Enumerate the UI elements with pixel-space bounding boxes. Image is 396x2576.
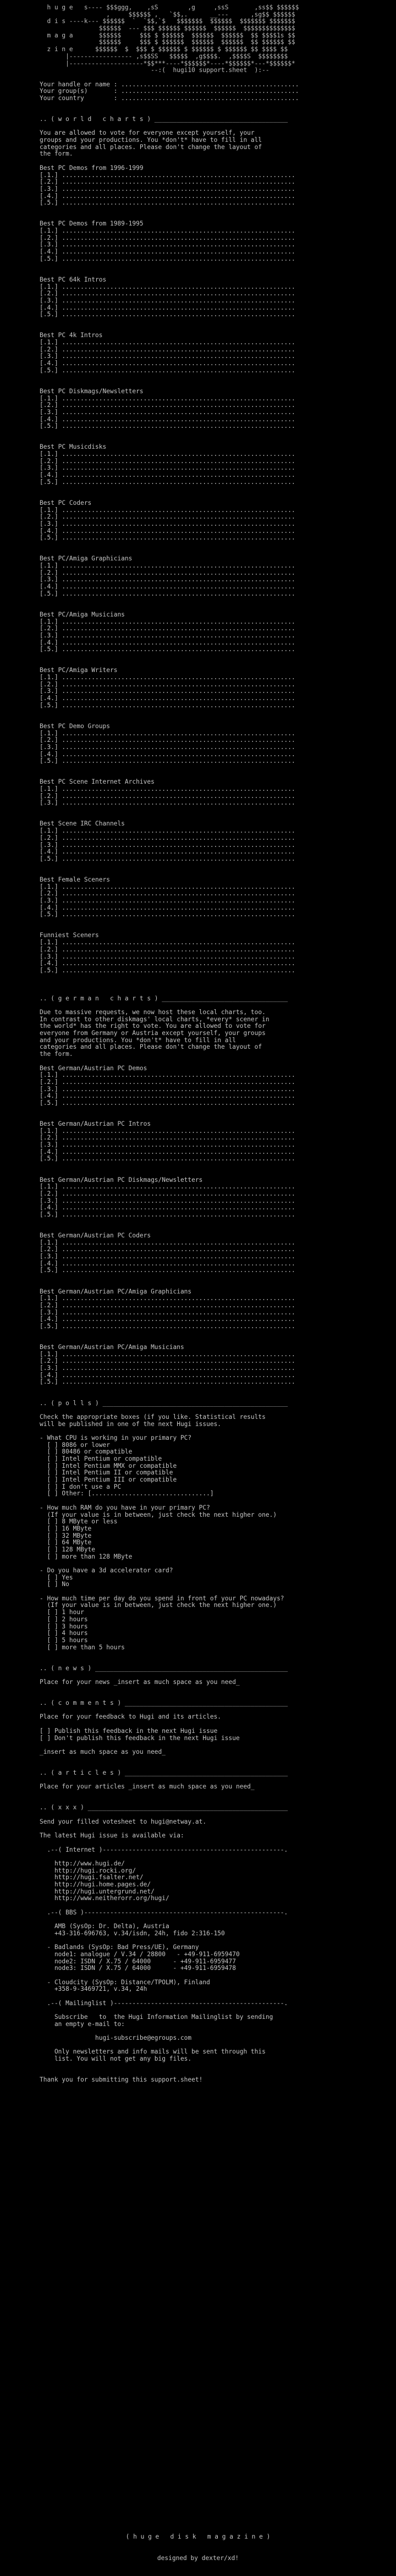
spacer <box>40 1812 396 1819</box>
vote-field[interactable]: [.1.] ............................................................... <box>40 450 295 458</box>
intro-text: the world* has the right to vote. You are allowed to vote for <box>40 1022 266 1030</box>
hugi-ascii-logo <box>0 0 396 74</box>
end-line: +358-9-3469721, v.34, 24h <box>40 1985 147 1993</box>
vote-field[interactable]: [.1.] ............................................................... <box>40 618 295 625</box>
vote-field[interactable]: [.5.] ............................................................... <box>40 757 295 765</box>
vote-field[interactable]: [.4.] ............................................................... <box>40 695 295 702</box>
category-title: Best German/Austrian PC Coders <box>40 1232 151 1239</box>
vote-field[interactable]: [.2.] ............................................................... <box>40 736 295 744</box>
vote-field[interactable]: [.4.] ............................................................... <box>40 583 295 591</box>
logo-line: |----------------- ,s$$SS $$$$$ ,g$$$$. ,$$$$S $$$$$$$$ <box>40 52 288 60</box>
vote-field[interactable]: [.4.] ............................................................... <box>40 1148 295 1155</box>
vote-field[interactable]: [.3.] ............................................................... <box>40 897 295 904</box>
poll-checkbox[interactable]: [ ] 8086 or lower <box>40 1441 110 1449</box>
spacer <box>40 863 396 870</box>
category-title: Best PC/Amiga Writers <box>40 667 118 674</box>
vote-field[interactable]: [.4.] ............................................................... <box>40 1204 295 1212</box>
vote-field[interactable]: [.4.] ............................................................... <box>40 304 295 311</box>
vote-field[interactable]: [.4.] ............................................................... <box>40 471 295 479</box>
vote-field[interactable]: [.3.] ............................................................... <box>40 520 295 527</box>
intro-text: the form. <box>40 1050 73 1058</box>
end-line: http://hugi.untergrund.net/ <box>40 1887 155 1895</box>
vote-field[interactable]: [.3.] ............................................................... <box>40 631 295 639</box>
end-line: http://hugi.home.pages.de/ <box>40 1880 151 1888</box>
spacer <box>40 493 396 500</box>
spacer <box>40 1756 396 1763</box>
end-line <box>40 1853 396 1861</box>
intro-text: categories and all places. Please don't change the layout of <box>40 1043 262 1051</box>
designer-credit: designed by dexter/xd! <box>157 2554 239 2562</box>
category-title: Best Female Sceners <box>40 876 110 883</box>
spacer <box>40 1407 396 1414</box>
category-title: Best PC 64k Intros <box>40 276 107 283</box>
vote-field[interactable]: [.2.] ............................................................... <box>40 457 295 465</box>
world-charts-section <box>0 102 396 982</box>
magazine-title-footer: ( h u g e d i s k m a g a z i n e ) <box>125 2533 271 2541</box>
section-header: .. ( a r t i c l e s ) ____________________________________________ <box>40 1769 288 1776</box>
end-line: an empty e-mail to: <box>40 2020 125 2028</box>
logo-line: |--------------------*$$***----*$$$$$$*----*$$$$$$*---*$$$$$$* <box>40 59 295 67</box>
vote-field[interactable]: [.2.] ............................................................... <box>40 1190 295 1197</box>
category-title: Best PC Coders <box>40 499 92 507</box>
category-title: Best German/Austrian PC Diskmags/Newsletters <box>40 1176 203 1184</box>
vote-field[interactable]: [.1.] ............................................................... <box>40 729 295 737</box>
articles-section <box>0 1763 396 1797</box>
spacer <box>40 1219 396 1226</box>
german-charts-section <box>0 981 396 1393</box>
spacer <box>40 981 396 988</box>
section-header: .. ( c o m m e n t s ) ____________________________________________ <box>40 1699 288 1707</box>
comments-section <box>0 1693 396 1763</box>
vote-field[interactable]: [.5.] ............................................................... <box>40 966 295 974</box>
poll-question: (If your value is in between, just check the next higher one.) <box>40 1511 277 1518</box>
vote-field[interactable]: [.1.] ............................................................... <box>40 785 295 792</box>
vote-field[interactable]: [.2.] ............................................................... <box>40 345 295 353</box>
vote-field[interactable]: [.5.] ............................................................... <box>40 701 295 709</box>
vote-field[interactable]: [.3.] ............................................................... <box>40 1141 295 1149</box>
poll-checkbox[interactable]: [ ] Intel Pentium II or compatible <box>40 1469 173 1477</box>
contact-field[interactable]: Your handle or name : ................................................ <box>40 80 299 88</box>
spacer <box>40 158 396 165</box>
poll-checkbox[interactable]: [ ] 4 hours <box>40 1630 88 1637</box>
end-line: hugi-subscribe@egroups.com <box>40 2034 192 2042</box>
spacer <box>40 381 396 388</box>
poll-checkbox[interactable]: [ ] more than 128 MByte <box>40 1553 133 1560</box>
vote-field[interactable]: [.1.] ............................................................... <box>40 394 295 402</box>
vote-field[interactable]: [.4.] ............................................................... <box>40 1315 295 1323</box>
logo-line: d i s ----k--- $$$$$$ ` `$$,`$ $$$$$$$ $$$$$$ $$$$$$$ $$$$$$$ <box>40 18 295 25</box>
vote-field[interactable]: [.3.] ............................................................... <box>40 1197 295 1204</box>
intro-text: Check the appropriate boxes (if you like. Statistical results <box>40 1413 266 1421</box>
spacer <box>40 374 396 381</box>
logo-line: $$$$$$ $$$ $ $$$$$$ $$$$$$ $$$$$$ $$ $$$$$$ $$ <box>40 38 295 46</box>
vote-field[interactable]: [.3.] ............................................................... <box>40 576 295 584</box>
spacer <box>40 1658 396 1665</box>
vote-field[interactable]: [.3.] ............................................................... <box>40 953 295 960</box>
vote-field[interactable]: [.4.] ............................................................... <box>40 527 295 535</box>
vote-field[interactable]: [.4.] ............................................................... <box>40 904 295 911</box>
logo-line: $$$$$$ --- $$$ $$$$$$ $$$$$$ $$$$$$ $$$$$$$$$$$$$$ <box>40 25 295 32</box>
category-title: Best PC Scene Internet Archives <box>40 778 155 786</box>
vote-field[interactable]: [.3.] ............................................................... <box>40 408 295 416</box>
intro-text: categories and all places. Please don't change the layout of <box>40 143 262 151</box>
contact-info-section <box>0 1798 396 2091</box>
vote-field[interactable]: [.1.] ............................................................... <box>40 1350 295 1358</box>
end-line: - Cloudcity (SysOp: Distance/TPOLM), Finland <box>40 1978 210 1986</box>
vote-field[interactable]: [.3.] ............................................................... <box>40 1253 295 1261</box>
polls-section <box>0 1393 396 1651</box>
end-line: Only newsletters and info mails will be sent through this <box>40 2048 266 2056</box>
section-header: .. ( n e w s ) ____________________________________________________ <box>40 1664 288 1672</box>
vote-field[interactable]: [.5.] ............................................................... <box>40 1267 295 1274</box>
vote-field[interactable]: [.2.] ............................................................... <box>40 178 295 186</box>
vote-field[interactable]: [.1.] ............................................................... <box>40 283 295 290</box>
poll-checkbox[interactable]: [ ] 80486 or compatible <box>40 1448 133 1456</box>
spacer <box>40 318 396 326</box>
vote-field[interactable]: [.1.] ............................................................... <box>40 1295 295 1302</box>
spacer <box>40 1651 396 1658</box>
poll-checkbox[interactable]: [ ] Intel Pentium MMX or compatible <box>40 1462 177 1469</box>
poll-checkbox[interactable]: [ ] 32 MByte <box>40 1532 92 1539</box>
vote-field[interactable]: [.4.] ............................................................... <box>40 1259 295 1267</box>
vote-field[interactable]: [.3.] ............................................................... <box>40 185 295 192</box>
vote-field[interactable]: [.4.] ............................................................... <box>40 639 295 646</box>
end-line: - Badlands (SysOp: Bad Press/UE), Germany <box>40 1944 199 1951</box>
intro-text: the form. <box>40 150 73 158</box>
intro-text: You are allowed to vote for everyone except yourself, your <box>40 129 255 137</box>
section-header: .. ( g e r m a n c h a r t s ) __________________________________ <box>40 994 288 1002</box>
vote-field[interactable]: [.1.] ............................................................... <box>40 339 295 346</box>
vote-field[interactable]: [.3.] ............................................................... <box>40 1085 295 1093</box>
comments-line <box>40 1742 396 1749</box>
spacer <box>40 1107 396 1114</box>
spacer <box>40 1498 396 1505</box>
end-line: http://www.neitherorr.org/hugi/ <box>40 1895 169 1902</box>
vote-field[interactable]: [.5.] ............................................................... <box>40 855 295 862</box>
spacer <box>40 597 396 604</box>
poll-checkbox[interactable]: [ ] Yes <box>40 1573 73 1581</box>
vote-field[interactable]: [.5.] ............................................................... <box>40 311 295 318</box>
vote-field[interactable]: [.2.] ............................................................... <box>40 1246 295 1253</box>
logo-line: m a g a $$$$$$ $$$ $ $$$$$$ $$$$$$ $$$$$$ $$ $$$$1s $$ <box>40 31 295 39</box>
spacer <box>40 269 396 277</box>
vote-field[interactable]: [.1.] ............................................................... <box>40 827 295 835</box>
poll-checkbox[interactable]: [ ] 128 MByte <box>40 1545 96 1553</box>
category-title: Best German/Austrian PC/Amiga Graphicians <box>40 1287 192 1295</box>
vote-field[interactable]: [.5.] ............................................................... <box>40 1322 295 1330</box>
end-line: The latest Hugi issue is available via: <box>40 1832 184 1840</box>
vote-field[interactable]: [.5.] ............................................................... <box>40 1155 295 1163</box>
end-line: +43-316-696763, v.34/isdn, 24h, fido 2:316-150 <box>40 1929 225 1937</box>
vote-field[interactable]: [.4.] ............................................................... <box>40 1092 295 1100</box>
vote-field[interactable]: [.2.] ............................................................... <box>40 1078 295 1086</box>
intro-text: and your productions. You *don't* have to fill in all <box>40 1036 236 1044</box>
vote-field[interactable]: [.2.] ............................................................... <box>40 569 295 576</box>
vote-field[interactable]: [.3.] ............................................................... <box>40 687 295 695</box>
section-header: .. ( p o l l s ) __________________________________________________ <box>40 1399 288 1407</box>
vote-field[interactable]: [.3.] ............................................................... <box>40 799 295 807</box>
spacer <box>40 653 396 660</box>
spacer <box>40 486 396 493</box>
spacer <box>40 102 396 109</box>
vote-field[interactable]: [.5.] ............................................................... <box>40 534 295 542</box>
category-title: Best German/Austrian PC Intros <box>40 1120 151 1127</box>
vote-field[interactable]: [.2.] ............................................................... <box>40 1357 295 1365</box>
vote-field[interactable]: [.3.] ............................................................... <box>40 353 295 360</box>
end-line: node2: ISDN / X.75 / 64000 - +49-911-6959477 <box>40 1957 236 1965</box>
logo-line: h u g e s---- $$$ggg, ,sS ,g ,ssS ,ss$$ $$$$$$ <box>40 4 299 11</box>
category-title: Best PC Demos from 1989-1995 <box>40 220 144 228</box>
poll-question: - Do you have a 3d accelerator card? <box>40 1567 173 1574</box>
poll-checkbox[interactable]: [ ] 64 MByte <box>40 1539 92 1546</box>
spacer <box>40 1588 396 1595</box>
vote-field[interactable]: [.2.] ............................................................... <box>40 401 295 409</box>
vote-field[interactable]: [.1.] ............................................................... <box>40 1239 295 1246</box>
vote-field[interactable]: [.4.] ............................................................... <box>40 360 295 367</box>
category-title: Best PC/Amiga Musicians <box>40 610 125 618</box>
category-title: Best PC Demo Groups <box>40 722 110 730</box>
comments-line[interactable]: [ ] Publish this feedback in the next Hugi issue <box>40 1727 218 1735</box>
poll-checkbox[interactable]: [ ] I don't use a PC <box>40 1483 122 1490</box>
vote-field[interactable]: [.2.] ............................................................... <box>40 234 295 241</box>
comments-line <box>40 1721 396 1728</box>
spacer <box>40 1163 396 1170</box>
spacer <box>40 430 396 437</box>
poll-checkbox[interactable]: [ ] 8 MByte or less <box>40 1518 118 1526</box>
vote-field[interactable]: [.1.] ............................................................... <box>40 883 295 890</box>
vote-field[interactable]: [.5.] ............................................................... <box>40 1099 295 1107</box>
end-line: .--( Mailinglist )----------------------------------------------. <box>40 1999 288 2007</box>
vote-field[interactable]: [.5.] ............................................................... <box>40 1378 295 1386</box>
vote-field[interactable]: [.1.] ............................................................... <box>40 1071 295 1079</box>
vote-field[interactable]: [.1.] ............................................................... <box>40 674 295 681</box>
comments-line: Place for your feedback to Hugi and its articles. <box>40 1713 222 1721</box>
poll-checkbox[interactable]: [ ] 16 MByte <box>40 1524 92 1532</box>
end-line: http://hugi.fsalter.net/ <box>40 1874 144 1881</box>
category-title: Best German/Austrian PC Demos <box>40 1064 147 1072</box>
poll-checkbox[interactable]: [ ] 3 hours <box>40 1622 88 1630</box>
vote-field[interactable]: [.4.] ............................................................... <box>40 848 295 856</box>
vote-field[interactable]: [.1.] ............................................................... <box>40 939 295 946</box>
vote-field[interactable]: [.2.] ............................................................... <box>40 1134 295 1142</box>
comments-line: _insert as much space as you need_ <box>40 1748 166 1755</box>
spacer <box>40 988 396 995</box>
spacer <box>40 709 396 716</box>
intro-text: everyone from Germany or Austria except yourself, your groups <box>40 1030 266 1037</box>
vote-field[interactable]: [.1.] ............................................................... <box>40 1183 295 1191</box>
spacer <box>40 74 396 81</box>
spacer <box>40 975 396 982</box>
vote-field[interactable]: [.2.] ............................................................... <box>40 1301 295 1309</box>
end-line: node1: analogue / V.34 / 28800 - +49-911-6959470 <box>40 1950 240 1958</box>
vote-field[interactable]: [.4.] ............................................................... <box>40 750 295 758</box>
spacer <box>40 1686 396 1693</box>
vote-field[interactable]: [.4.] ............................................................... <box>40 1371 295 1379</box>
poll-checkbox[interactable]: [ ] 2 hours <box>40 1615 88 1623</box>
vote-field[interactable]: [.5.] ............................................................... <box>40 646 295 653</box>
logo-line: z i n e $$$$$$ $ $$$ $ $$$$$$ $ $$$$$$ $ $$$$$$ $$ $$$$ $$ <box>40 46 288 53</box>
poll-checkbox[interactable]: [ ] No <box>40 1581 69 1588</box>
end-line <box>40 1972 396 1979</box>
poll-checkbox[interactable]: [ ] Intel Pentium or compatible <box>40 1455 162 1462</box>
vote-field[interactable]: [.3.] ............................................................... <box>40 464 295 472</box>
spacer <box>40 1393 396 1400</box>
intro-text: will be published in one of the next Hugi issues. <box>40 1420 222 1428</box>
end-line: Thank you for submitting this support.sheet! <box>40 2076 203 2084</box>
vote-field[interactable]: [.3.] ............................................................... <box>40 1308 295 1316</box>
section-header: .. ( w o r l d c h a r t s ) ____________________________________ <box>40 115 288 123</box>
poll-question: (If your value is in between, just check the next higher one.) <box>40 1601 277 1609</box>
vote-field[interactable]: [.2.] ............................................................... <box>40 680 295 688</box>
end-line: node3: ISDN / X.75 / 64000 - +49-911-6959478 <box>40 1964 236 1972</box>
footer <box>0 2520 396 2576</box>
spacer <box>40 604 396 612</box>
section-header: .. ( x x x ) ______________________________________________________ <box>40 1804 288 1812</box>
spacer <box>40 1281 396 1289</box>
news-line: Place for your news _insert as much space as you need_ <box>40 1678 240 1686</box>
vote-field[interactable]: [.2.] ............................................................... <box>40 834 295 841</box>
articles-line: Place for your articles _insert as much space as you need_ <box>40 1783 255 1791</box>
spacer <box>40 807 396 814</box>
contact-field[interactable]: Your country : ................................................ <box>40 94 299 102</box>
vote-field[interactable]: [.1.] ............................................................... <box>40 506 295 514</box>
comments-line[interactable]: [ ] Don't publish this feedback in the next Hugi issue <box>40 1734 240 1742</box>
vote-field[interactable]: [.3.] ............................................................... <box>40 841 295 849</box>
vote-field[interactable]: [.5.] ............................................................... <box>40 366 295 374</box>
vote-field[interactable]: [.5.] ............................................................... <box>40 590 295 597</box>
poll-question: - How much time per day do you spend in front of your PC nowadays? <box>40 1594 284 1602</box>
spacer <box>40 918 396 926</box>
vote-field[interactable]: [.2.] ............................................................... <box>40 792 295 800</box>
vote-field[interactable]: [.3.] ............................................................... <box>40 296 295 304</box>
vote-field[interactable]: [.5.] ............................................................... <box>40 911 295 918</box>
end-line <box>40 2063 396 2070</box>
vote-field[interactable]: [.1.] ............................................................... <box>40 227 295 234</box>
end-line <box>40 1902 396 1909</box>
end-line: .--( Internet )-------------------------------------------------. <box>40 1846 288 1853</box>
spacer <box>40 1330 396 1337</box>
category-title: Best PC 4k Intros <box>40 332 103 339</box>
vote-field[interactable]: [.4.] ............................................................... <box>40 192 295 200</box>
end-line: AMB (SysOp: Dr. Delta), Austria <box>40 1923 169 1930</box>
poll-question: - How much RAM do you have in your primary PC? <box>40 1504 210 1511</box>
vote-field[interactable]: [.5.] ............................................................... <box>40 199 295 207</box>
spacer <box>40 1274 396 1281</box>
vote-field[interactable]: [.1.] ............................................................... <box>40 1127 295 1135</box>
logo-line: --:( hugi10 support.sheet ):-- <box>40 67 270 74</box>
category-title: Funniest Sceners <box>40 932 99 939</box>
spacer <box>40 262 396 269</box>
contact-field[interactable]: Your group(s) : ................................................ <box>40 87 299 95</box>
vote-field[interactable]: [.4.] ............................................................... <box>40 960 295 967</box>
poll-checkbox[interactable]: [ ] more than 5 hours <box>40 1643 125 1651</box>
vote-field[interactable]: [.2.] ............................................................... <box>40 513 295 521</box>
vote-field[interactable]: [.5.] ............................................................... <box>40 422 295 430</box>
news-section <box>0 1651 396 1693</box>
end-line: http://hugi.rocki.org/ <box>40 1867 136 1874</box>
category-title: Best German/Austrian PC/Amiga Musicians <box>40 1344 184 1351</box>
category-title: Best PC Diskmags/Newsletters <box>40 387 144 395</box>
vote-field[interactable]: [.2.] ............................................................... <box>40 890 295 898</box>
spacer <box>40 765 396 772</box>
end-line <box>40 1993 396 2000</box>
poll-checkbox[interactable]: [ ] Other: [................................] <box>40 1490 214 1498</box>
category-title: Best Scene IRC Channels <box>40 820 125 828</box>
vote-field[interactable]: [.5.] ............................................................... <box>40 255 295 262</box>
spacer <box>40 1058 396 1065</box>
category-title: Best PC/Amiga Graphicians <box>40 555 133 563</box>
end-line: Send your filled votesheet to hugi@netway.at. <box>40 1818 207 1825</box>
poll-checkbox[interactable]: [ ] Intel Pentium III or compatible <box>40 1476 177 1484</box>
end-line: Subscribe to the Hugi Information Mailinglist by sending <box>40 2013 273 2021</box>
vote-field[interactable]: [.4.] ............................................................... <box>40 248 295 256</box>
vote-field[interactable]: [.3.] ............................................................... <box>40 1364 295 1372</box>
contact-fields[interactable] <box>0 74 396 102</box>
vote-field[interactable]: [.3.] ............................................................... <box>40 743 295 751</box>
end-line: http://www.hugi.de/ <box>40 1859 125 1867</box>
vote-field[interactable]: [.2.] ............................................................... <box>40 945 295 953</box>
poll-checkbox[interactable]: [ ] 5 hours <box>40 1636 88 1644</box>
vote-field[interactable]: [.3.] ............................................................... <box>40 241 295 249</box>
intro-text: In contrast to other diskmags' local charts, *every* scener in <box>40 1015 270 1023</box>
vote-field[interactable]: [.5.] ............................................................... <box>40 478 295 486</box>
poll-checkbox[interactable]: [ ] 1 hour <box>40 1609 84 1616</box>
logo-line: , $$$$$$ , `$$,. __--- ,sg$$ $$$$$$ <box>40 10 295 18</box>
spacer <box>40 1170 396 1177</box>
spacer <box>40 1791 396 1798</box>
end-line <box>40 1840 396 1847</box>
category-title: Best PC Musicdisks <box>40 443 107 451</box>
spacer <box>40 542 396 549</box>
intro-text: groups and your productions. You *don't* have to fill in all <box>40 136 262 144</box>
spacer <box>40 2084 396 2091</box>
end-line: .--( BBS )------------------------------------------------------. <box>40 1908 288 1916</box>
end-line: list. You will not get any big files. <box>40 2055 192 2063</box>
intro-text: Due to massive requests, we now host these local charts, too. <box>40 1009 266 1016</box>
poll-question: - What CPU is working in your primary PC? <box>40 1434 192 1441</box>
category-title: Best PC Demos from 1996-1999 <box>40 164 144 172</box>
vote-field[interactable]: [.2.] ............................................................... <box>40 290 295 298</box>
spacer <box>40 1386 396 1393</box>
vote-field[interactable]: [.4.] ............................................................... <box>40 415 295 423</box>
spacer <box>40 207 396 214</box>
vote-field[interactable]: [.5.] ............................................................... <box>40 1210 295 1218</box>
vote-field[interactable]: [.1.] ............................................................... <box>40 562 295 569</box>
vote-field[interactable]: [.1.] ............................................................... <box>40 171 295 179</box>
spacer <box>40 716 396 723</box>
vote-field[interactable]: [.2.] ............................................................... <box>40 625 295 632</box>
